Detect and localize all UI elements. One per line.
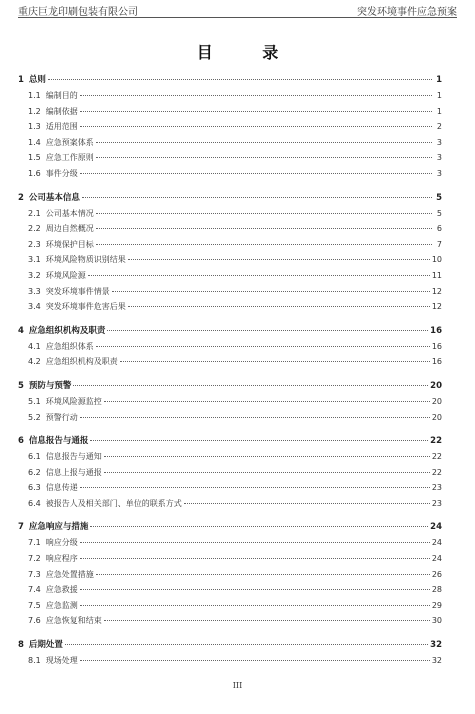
- toc-subsection-entry[interactable]: [18, 152, 442, 168]
- toc-entry-title: 信息上报与通报: [45, 467, 102, 477]
- dot-leader: [184, 503, 430, 504]
- toc-entry-number: 6.1: [28, 452, 41, 462]
- toc-entry-page: 12: [431, 286, 442, 296]
- page-header: [18, 3, 457, 18]
- dot-leader: [80, 111, 432, 112]
- toc-entry-title: 公司基本情况: [45, 208, 94, 218]
- toc-subsection-entry[interactable]: [18, 655, 442, 671]
- dot-leader: [112, 291, 430, 292]
- toc-entry-title: 周边自然概况: [45, 224, 94, 234]
- toc-entry-page: 22: [431, 467, 442, 477]
- toc-subsection-entry[interactable]: [18, 301, 442, 317]
- toc-entry-page: 20: [431, 412, 442, 422]
- toc-entry-page: 3: [436, 153, 442, 163]
- toc-entry-title: 应急组织机构及职责: [28, 325, 106, 336]
- dot-leader: [96, 213, 432, 214]
- dot-leader: [128, 306, 430, 307]
- toc-subsection-entry[interactable]: [18, 584, 442, 600]
- dot-leader: [80, 542, 430, 543]
- page-footer: [0, 681, 475, 690]
- toc-subsection-entry[interactable]: [18, 239, 442, 255]
- dot-leader: [107, 330, 428, 331]
- toc-subsection-entry[interactable]: [18, 482, 442, 498]
- toc-subsection-entry[interactable]: [18, 569, 442, 585]
- toc-entry-title: 事件分级: [45, 168, 78, 178]
- toc-entry-page: 11: [431, 270, 442, 280]
- toc-entry-page: 20: [430, 380, 442, 391]
- toc-entry-page: 28: [431, 585, 442, 595]
- toc-section-entry[interactable]: [18, 191, 442, 208]
- toc-entry-title: 应急工作原则: [45, 153, 94, 163]
- toc-subsection-entry[interactable]: [18, 553, 442, 569]
- toc-entry-page: 22: [431, 452, 442, 462]
- toc-entry-number: 1.5: [28, 153, 41, 163]
- toc-entry-page: 32: [431, 656, 442, 666]
- toc-entry-page: 16: [431, 341, 442, 351]
- toc-section-entry[interactable]: [18, 520, 442, 537]
- dot-leader: [96, 244, 432, 245]
- toc-subsection-entry[interactable]: [18, 137, 442, 153]
- dot-leader: [80, 660, 430, 661]
- toc-subsection-entry[interactable]: [18, 537, 442, 553]
- toc-entry-number: 7.5: [28, 600, 41, 610]
- page-title: 目 录: [196, 43, 301, 62]
- dot-leader: [104, 620, 430, 621]
- toc-subsection-entry[interactable]: [18, 106, 442, 122]
- toc-entry-number: 8: [18, 640, 24, 651]
- page-number: III: [232, 681, 243, 690]
- toc-entry-page: 32: [430, 640, 442, 651]
- toc-section-entry[interactable]: [18, 434, 442, 451]
- toc-entry-number: 2: [18, 192, 24, 203]
- toc-subsection-entry[interactable]: [18, 615, 442, 631]
- toc-entry-page: 10: [431, 255, 442, 265]
- dot-leader: [80, 126, 432, 127]
- toc-entry-title: 响应分级: [45, 538, 78, 548]
- toc-entry-number: 1.2: [28, 106, 41, 116]
- toc-entry-number: 5.1: [28, 396, 41, 406]
- toc-entry-title: 总则: [28, 75, 46, 85]
- dot-leader: [80, 589, 430, 590]
- toc-entry-number: 8.1: [28, 656, 41, 666]
- toc-subsection-entry[interactable]: [18, 451, 442, 467]
- dot-leader: [80, 487, 430, 488]
- toc-entry-number: 5.2: [28, 412, 41, 422]
- toc-entry-title: 突发环境事件危害后果: [45, 302, 126, 312]
- toc-subsection-entry[interactable]: [18, 356, 442, 372]
- toc-subsection-entry[interactable]: [18, 121, 442, 137]
- toc-entry-number: 1: [18, 75, 24, 85]
- toc-entry-title: 应急预案体系: [45, 137, 94, 147]
- dot-leader: [48, 79, 432, 80]
- toc-entry-number: 7.4: [28, 585, 41, 595]
- toc-entry-page: 26: [431, 569, 442, 579]
- toc-subsection-entry[interactable]: [18, 168, 442, 184]
- company-name: 重庆巨龙印刷包装有限公司: [18, 7, 138, 18]
- toc-entry-number: 2.1: [28, 208, 41, 218]
- toc-entry-page: 1: [436, 75, 442, 85]
- dot-leader: [96, 157, 432, 158]
- toc-entry-title: 应急监测: [45, 600, 78, 610]
- toc-entry-number: 3.3: [28, 286, 41, 296]
- toc-section-entry[interactable]: [18, 379, 442, 396]
- toc-entry-title: 环境风险物质识别结果: [45, 255, 126, 265]
- toc-entry-number: 2.3: [28, 239, 41, 249]
- toc-entry-title: 应急恢复和结束: [45, 616, 102, 626]
- dot-leader: [90, 526, 428, 527]
- toc-entry-title: 编制依据: [45, 106, 78, 116]
- toc-entry-number: 6: [18, 436, 24, 447]
- dot-leader: [104, 456, 430, 457]
- toc-entry-number: 7.6: [28, 616, 41, 626]
- toc-entry-page: 24: [431, 538, 442, 548]
- toc-entry-title: 应急救援: [45, 585, 78, 595]
- toc-subsection-entry[interactable]: [18, 208, 442, 224]
- toc-entry-number: 7.2: [28, 554, 41, 564]
- toc-subsection-entry[interactable]: [18, 223, 442, 239]
- toc-entry-page: 24: [431, 554, 442, 564]
- toc-subsection-entry[interactable]: [18, 270, 442, 286]
- toc-entry-number: 3.1: [28, 255, 41, 265]
- dot-leader: [88, 275, 430, 276]
- toc-entry-number: 1.1: [28, 91, 41, 100]
- toc-entry-title: 信息报告与通知: [45, 452, 102, 462]
- toc-entry-number: 6.3: [28, 483, 41, 493]
- dot-leader: [96, 228, 432, 229]
- toc-entry-title: 应急组织体系: [45, 341, 94, 351]
- dot-leader: [80, 605, 430, 606]
- toc-entry-title: 环境风险源监控: [45, 396, 102, 406]
- toc-entry-page: 30: [431, 616, 442, 626]
- toc-subsection-entry[interactable]: [18, 467, 442, 483]
- toc-entry-page: 20: [431, 396, 442, 406]
- toc-section-entry[interactable]: [18, 73, 442, 90]
- dot-leader: [80, 95, 432, 96]
- dot-leader: [104, 472, 430, 473]
- dot-leader: [80, 417, 430, 418]
- toc-section-entry[interactable]: [18, 638, 442, 655]
- table-of-contents: [18, 66, 442, 671]
- dot-leader: [82, 197, 432, 198]
- toc-entry-page: 6: [436, 224, 442, 234]
- toc-subsection-entry[interactable]: [18, 90, 442, 106]
- toc-entry-page: 3: [436, 168, 442, 178]
- dot-leader: [128, 259, 430, 260]
- dot-leader: [90, 440, 428, 441]
- toc-entry-title: 编制目的: [45, 91, 78, 100]
- toc-entry-page: 24: [430, 522, 442, 533]
- toc-entry-title: 适用范围: [45, 122, 78, 132]
- toc-entry-number: 3.4: [28, 302, 41, 312]
- toc-entry-page: 2: [436, 122, 442, 132]
- toc-subsection-entry[interactable]: [18, 396, 442, 412]
- toc-entry-title: 应急响应与措施: [28, 522, 89, 533]
- toc-subsection-entry[interactable]: [18, 341, 442, 357]
- toc-entry-title: 后期处置: [28, 640, 63, 651]
- toc-entry-title: 信息报告与通报: [28, 436, 89, 447]
- dot-leader: [120, 361, 430, 362]
- toc-entry-title: 响应程序: [45, 554, 78, 564]
- toc-entry-page: 23: [431, 498, 442, 508]
- toc-entry-number: 1.6: [28, 168, 41, 178]
- dot-leader: [104, 401, 430, 402]
- toc-entry-title: 预警行动: [45, 412, 78, 422]
- toc-entry-number: 4: [18, 325, 24, 336]
- toc-entry-page: 5: [436, 192, 442, 203]
- toc-entry-title: 突发环境事件情景: [45, 286, 110, 296]
- dot-leader: [96, 142, 432, 143]
- toc-entry-page: 7: [436, 239, 442, 249]
- dot-leader: [73, 385, 428, 386]
- toc-entry-number: 2.2: [28, 224, 41, 234]
- toc-entry-title: 现场处理: [45, 656, 78, 666]
- toc-entry-number: 6.2: [28, 467, 41, 477]
- toc-entry-page: 1: [436, 106, 442, 116]
- toc-entry-number: 4.1: [28, 341, 41, 351]
- toc-subsection-entry[interactable]: [18, 498, 442, 514]
- toc-entry-number: 1.3: [28, 122, 41, 132]
- toc-subsection-entry[interactable]: [18, 286, 442, 302]
- toc-entry-page: 29: [431, 600, 442, 610]
- toc-entry-title: 预防与预警: [28, 380, 72, 391]
- toc-entry-title: 被报告人及相关部门、单位的联系方式: [45, 498, 182, 508]
- toc-subsection-entry[interactable]: [18, 254, 442, 270]
- dot-leader: [65, 644, 428, 645]
- toc-entry-page: 23: [431, 483, 442, 493]
- toc-entry-number: 3.2: [28, 270, 41, 280]
- toc-entry-number: 4.2: [28, 357, 41, 367]
- toc-entry-page: 12: [431, 302, 442, 312]
- toc-entry-page: 16: [430, 325, 442, 336]
- toc-entry-number: 6.4: [28, 498, 41, 508]
- toc-entry-title: 公司基本信息: [28, 192, 80, 203]
- toc-entry-number: 7: [18, 522, 24, 533]
- toc-entry-title: 应急组织机构及职责: [45, 357, 118, 367]
- toc-entry-number: 7.1: [28, 538, 41, 548]
- header-divider: [18, 17, 457, 18]
- dot-leader: [96, 346, 430, 347]
- toc-entry-page: 16: [431, 357, 442, 367]
- toc-section-entry[interactable]: [18, 324, 442, 341]
- toc-entry-number: 7.3: [28, 569, 41, 579]
- toc-entry-title: 信息传递: [45, 483, 78, 493]
- toc-entry-number: 5: [18, 380, 24, 391]
- toc-entry-title: 环境保护目标: [45, 239, 94, 249]
- toc-subsection-entry[interactable]: [18, 412, 442, 428]
- toc-entry-page: 3: [436, 137, 442, 147]
- document-name: 突发环境事件应急预案: [357, 7, 457, 18]
- toc-entry-title: 环境风险源: [45, 270, 86, 280]
- dot-leader: [80, 558, 430, 559]
- toc-entry-page: 1: [436, 91, 442, 100]
- toc-subsection-entry[interactable]: [18, 600, 442, 616]
- dot-leader: [80, 173, 432, 174]
- toc-entry-page: 22: [430, 436, 442, 447]
- toc-entry-title: 应急处置措施: [45, 569, 94, 579]
- dot-leader: [96, 574, 430, 575]
- toc-entry-page: 5: [436, 208, 442, 218]
- toc-entry-number: 1.4: [28, 137, 41, 147]
